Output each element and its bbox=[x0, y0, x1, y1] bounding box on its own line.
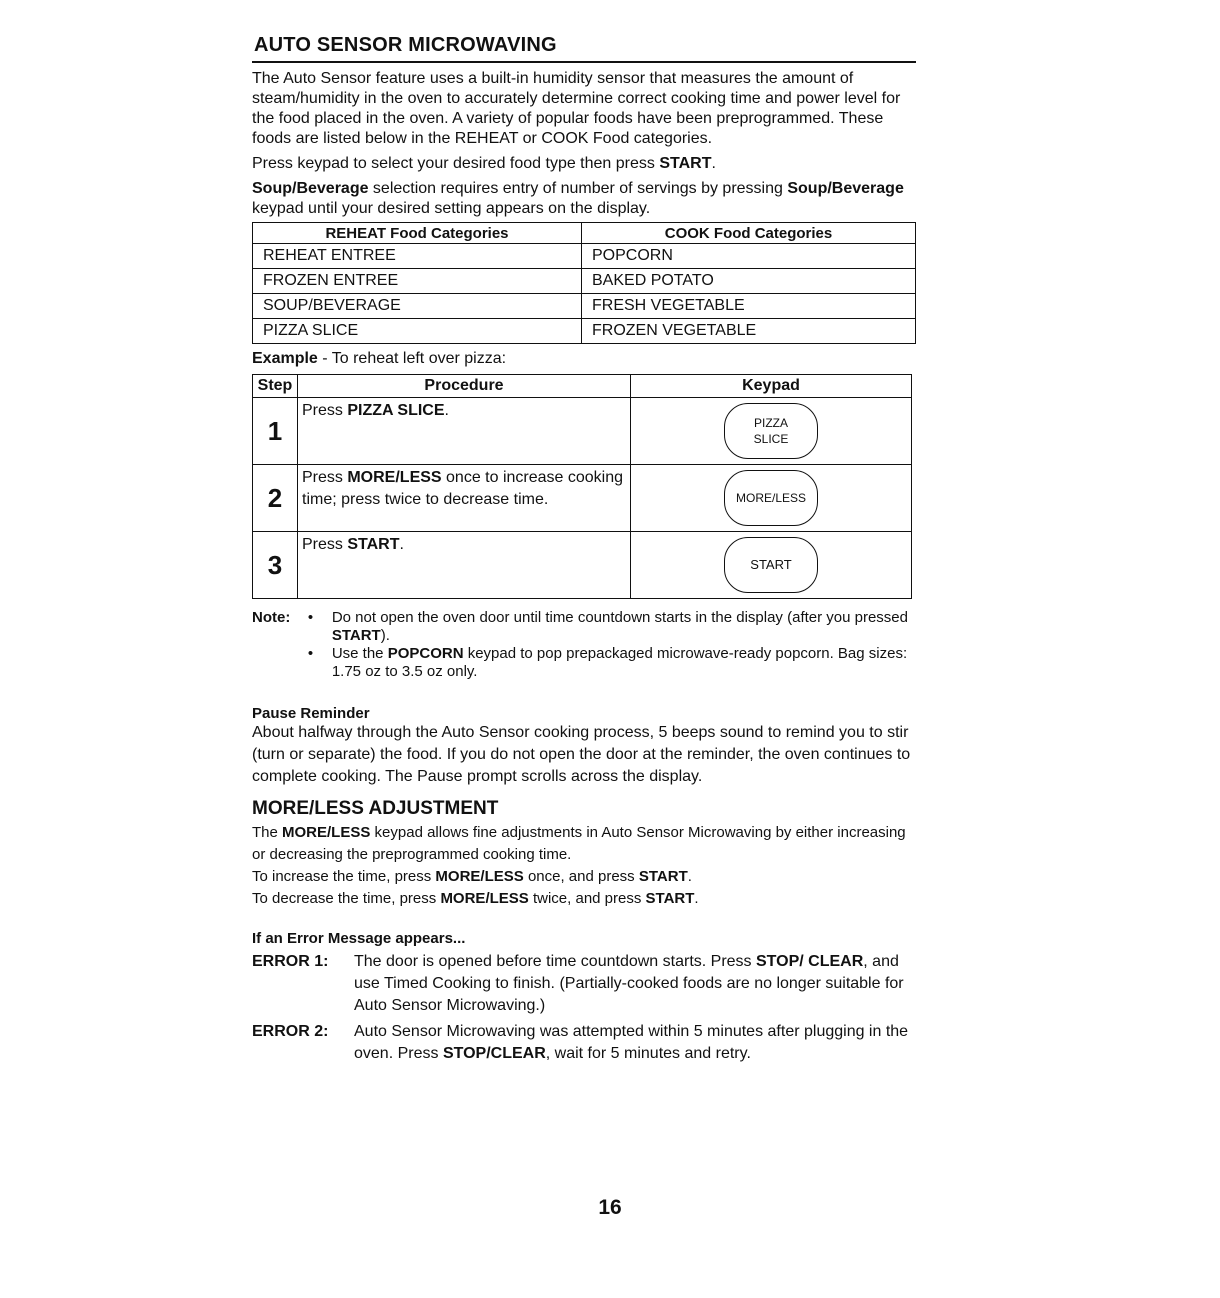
food-categories-table bbox=[252, 222, 916, 344]
reheat-header: REHEAT Food Categories bbox=[253, 223, 582, 244]
reheat-cell: SOUP/BEVERAGE bbox=[253, 294, 582, 319]
step-keypad bbox=[631, 532, 912, 599]
pause-heading: Pause Reminder bbox=[252, 705, 370, 722]
pause-text: About halfway through the Auto Sensor cooking process, 5 beeps sound to remind you to stir (turn or separate) the food. If you do not open the door at the reminder, the oven continues to complete cooking. The Pause prompt scrolls across the display. bbox=[252, 724, 911, 785]
step-row bbox=[253, 532, 912, 599]
more-less-section bbox=[252, 798, 916, 910]
steps-header-row bbox=[253, 375, 912, 398]
more-less-keypad-button: MORE/LESS bbox=[724, 470, 818, 526]
step-row bbox=[253, 398, 912, 465]
pizza-slice-keypad-button: PIZZA SLICE bbox=[724, 403, 818, 459]
table-row bbox=[253, 319, 916, 344]
list-item: • Do not open the oven door until time countdown starts in the display (after you pressed START). bbox=[307, 609, 908, 644]
cook-cell: BAKED POTATO bbox=[582, 269, 916, 294]
cook-cell: FROZEN VEGETABLE bbox=[582, 319, 916, 344]
error-1-text: The door is opened before time countdown starts. Press STOP/ CLEAR, and use Timed Cooking to finish. (Partially-cooked foods are no longer suitable for Auto Sensor Microwaving.) bbox=[354, 953, 904, 1014]
more-less-p2: To increase the time, press MORE/LESS once, and press START. bbox=[252, 868, 692, 885]
reheat-cell: PIZZA SLICE bbox=[253, 319, 582, 344]
error-heading: If an Error Message appears... bbox=[252, 930, 466, 947]
intro-paragraph: The Auto Sensor feature uses a built-in humidity sensor that measures the amount of steam/humidity in the oven to accurately determine correct cooking time and power level for the food placed in the oven. A variety of popular foods have been preprogrammed. These foods are listed below in the REHEAT or COOK Food categories. bbox=[252, 70, 901, 147]
step-procedure: Press PIZZA SLICE. bbox=[298, 398, 631, 465]
procedure-header: Procedure bbox=[298, 375, 631, 398]
bullet-icon: • bbox=[307, 645, 314, 662]
note-list bbox=[308, 609, 916, 681]
error-1-label: ERROR 1: bbox=[252, 953, 329, 970]
list-item: • Use the POPCORN keypad to pop prepackaged microwave-ready popcorn. Bag sizes: 1.75 oz to 3.5 oz only. bbox=[307, 645, 908, 680]
more-less-heading: MORE/LESS ADJUSTMENT bbox=[252, 798, 499, 819]
step-number: 1 bbox=[253, 398, 298, 465]
table-header-row bbox=[253, 223, 916, 244]
steps-table bbox=[252, 374, 912, 599]
error-2-label: ERROR 2: bbox=[252, 1023, 329, 1040]
page-title: AUTO SENSOR MICROWAVING bbox=[252, 34, 916, 63]
soup-instruction: Soup/Beverage selection requires entry of number of servings by pressing Soup/Beverage keypad until your desired setting appears on the display. bbox=[252, 180, 904, 217]
step-keypad bbox=[631, 465, 912, 532]
step-keypad bbox=[631, 398, 912, 465]
reheat-cell: REHEAT ENTREE bbox=[253, 244, 582, 269]
reheat-cell: FROZEN ENTREE bbox=[253, 269, 582, 294]
step-procedure: Press MORE/LESS once to increase cooking time; press twice to decrease time. bbox=[298, 465, 631, 532]
start-keypad-button: START bbox=[724, 537, 818, 593]
cook-header: COOK Food Categories bbox=[582, 223, 916, 244]
note-block bbox=[252, 609, 916, 681]
error-2 bbox=[252, 1021, 916, 1065]
press-instruction: Press keypad to select your desired food type then press START. bbox=[252, 155, 716, 172]
error-2-text: Auto Sensor Microwaving was attempted within 5 minutes after plugging in the oven. Press STOP/CLEAR, wait for 5 minutes and retry. bbox=[354, 1023, 909, 1062]
bullet-icon: • bbox=[307, 609, 314, 626]
example-line: Example - To reheat left over pizza: bbox=[252, 350, 507, 367]
table-row bbox=[253, 269, 916, 294]
table-row bbox=[253, 294, 916, 319]
error-1 bbox=[252, 951, 916, 1017]
cook-cell: FRESH VEGETABLE bbox=[582, 294, 916, 319]
step-procedure: Press START. bbox=[298, 532, 631, 599]
step-number: 3 bbox=[253, 532, 298, 599]
manual-page bbox=[252, 34, 916, 1065]
step-header: Step bbox=[253, 375, 298, 398]
table-row bbox=[253, 244, 916, 269]
step-row bbox=[253, 465, 912, 532]
more-less-p1: The MORE/LESS keypad allows fine adjustments in Auto Sensor Microwaving by either increasing or decreasing the preprogrammed cooking time. bbox=[252, 824, 906, 863]
more-less-p3: To decrease the time, press MORE/LESS twice, and press START. bbox=[252, 890, 699, 907]
keypad-header: Keypad bbox=[631, 375, 912, 398]
step-number: 2 bbox=[253, 465, 298, 532]
page-number: 16 bbox=[598, 1196, 622, 1219]
note-label: Note: bbox=[252, 609, 291, 626]
cook-cell: POPCORN bbox=[582, 244, 916, 269]
